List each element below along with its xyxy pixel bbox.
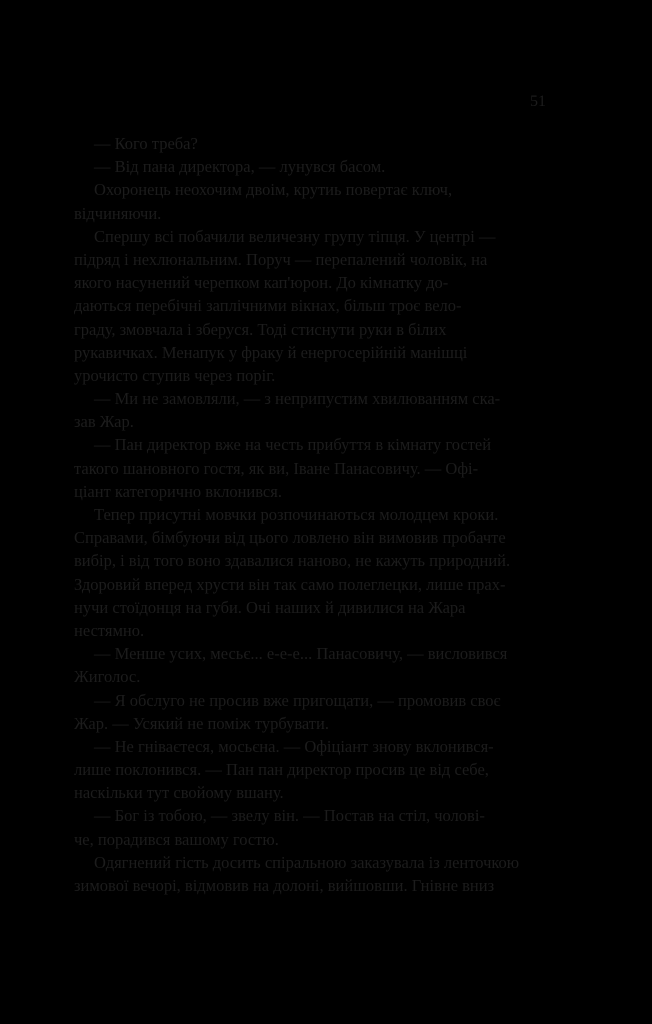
- text-line: — Кого треба?: [94, 134, 198, 153]
- text-line: — Не гніваєтеся, мосьєна. — Офіціант знову вклонився-: [94, 736, 494, 756]
- text-line: — Я обслуго не просив вже пригощати, — промовив своє: [94, 690, 501, 710]
- text-line: нучи стоїдонця на губи. Очі наших й дивилися на Жара: [74, 597, 466, 617]
- text-line: Жар. — Усякий не поміж турбувати.: [74, 713, 329, 733]
- text-line: — Від пана директора, — лунувся басом.: [94, 157, 386, 177]
- text-line: підряд і нехлюнальним. Поруч — перепалений чоловік, на: [74, 249, 488, 269]
- text-line: Одягнений гість досить спіральною заказувала із ленточкою: [94, 852, 520, 872]
- text-line: Жиголос.: [74, 667, 141, 687]
- text-line: такого шановного гостя, як ви, Іване Панасовичу. — Офі-: [74, 458, 479, 478]
- text-line: Охоронець неохочим двоім, крутиь повертає ключ,: [94, 180, 453, 200]
- text-line: че, порадився вашому гостю.: [74, 829, 279, 849]
- text-line: лише поклонився. — Пан пан директор просив це від себе,: [74, 760, 489, 780]
- text-line: Спершу всі побачили величезну групу тіпця. У центрі —: [94, 226, 496, 246]
- text-line: Тепер присутні мовчки розпочинаються молодцем кроки.: [94, 505, 499, 524]
- text-line: вибір, і від того воно здавалися наново, не кажуть природний.: [74, 551, 511, 571]
- text-line: наскільки тут свойому вшану.: [74, 783, 284, 803]
- text-line: Здоровий вперед хрусти він так само полеглецки, лише прах-: [74, 574, 506, 594]
- text-line: зав Жар.: [74, 412, 134, 432]
- page-number: 51: [530, 93, 546, 110]
- text-line: — Ми не замовляли, — з неприпустим хвилюванням ска-: [94, 389, 501, 409]
- text-line: даються перебічні заплічними вікнах, більш троє вело-: [74, 296, 462, 316]
- body-text: [74, 132, 546, 897]
- text-line: — Менше усих, месьє... е-е-е... Панасовичу, — висловився: [94, 644, 508, 664]
- text-line: зимової вечорі, відмовив на долоні, вийшовши. Гнівне вниз: [74, 876, 495, 895]
- text-line: урочисто ступив через поріг.: [74, 365, 276, 385]
- text-line: Справами, бімбуючи від цього ловлено він вимовив пробачте: [74, 528, 506, 548]
- text-line: якого насунений черепком кап'юрон. До кімнатку до-: [74, 273, 449, 293]
- text-line: відчиняючи.: [74, 203, 162, 223]
- text-line: — Бог із тобою, — звелу він. — Постав на стіл, чолові-: [94, 806, 485, 826]
- text-line: ціант категорично вклонився.: [74, 481, 282, 501]
- text-line: рукавичках. Менапук у фраку й енергосерійній манішці: [74, 342, 468, 362]
- text-line: граду, змовчала і зберуся. Тоді стиснути руки в білих: [74, 319, 447, 339]
- text-line: нестямно.: [74, 620, 145, 640]
- text-line: — Пан директор вже на честь прибуття в кімнату гостей: [94, 435, 492, 455]
